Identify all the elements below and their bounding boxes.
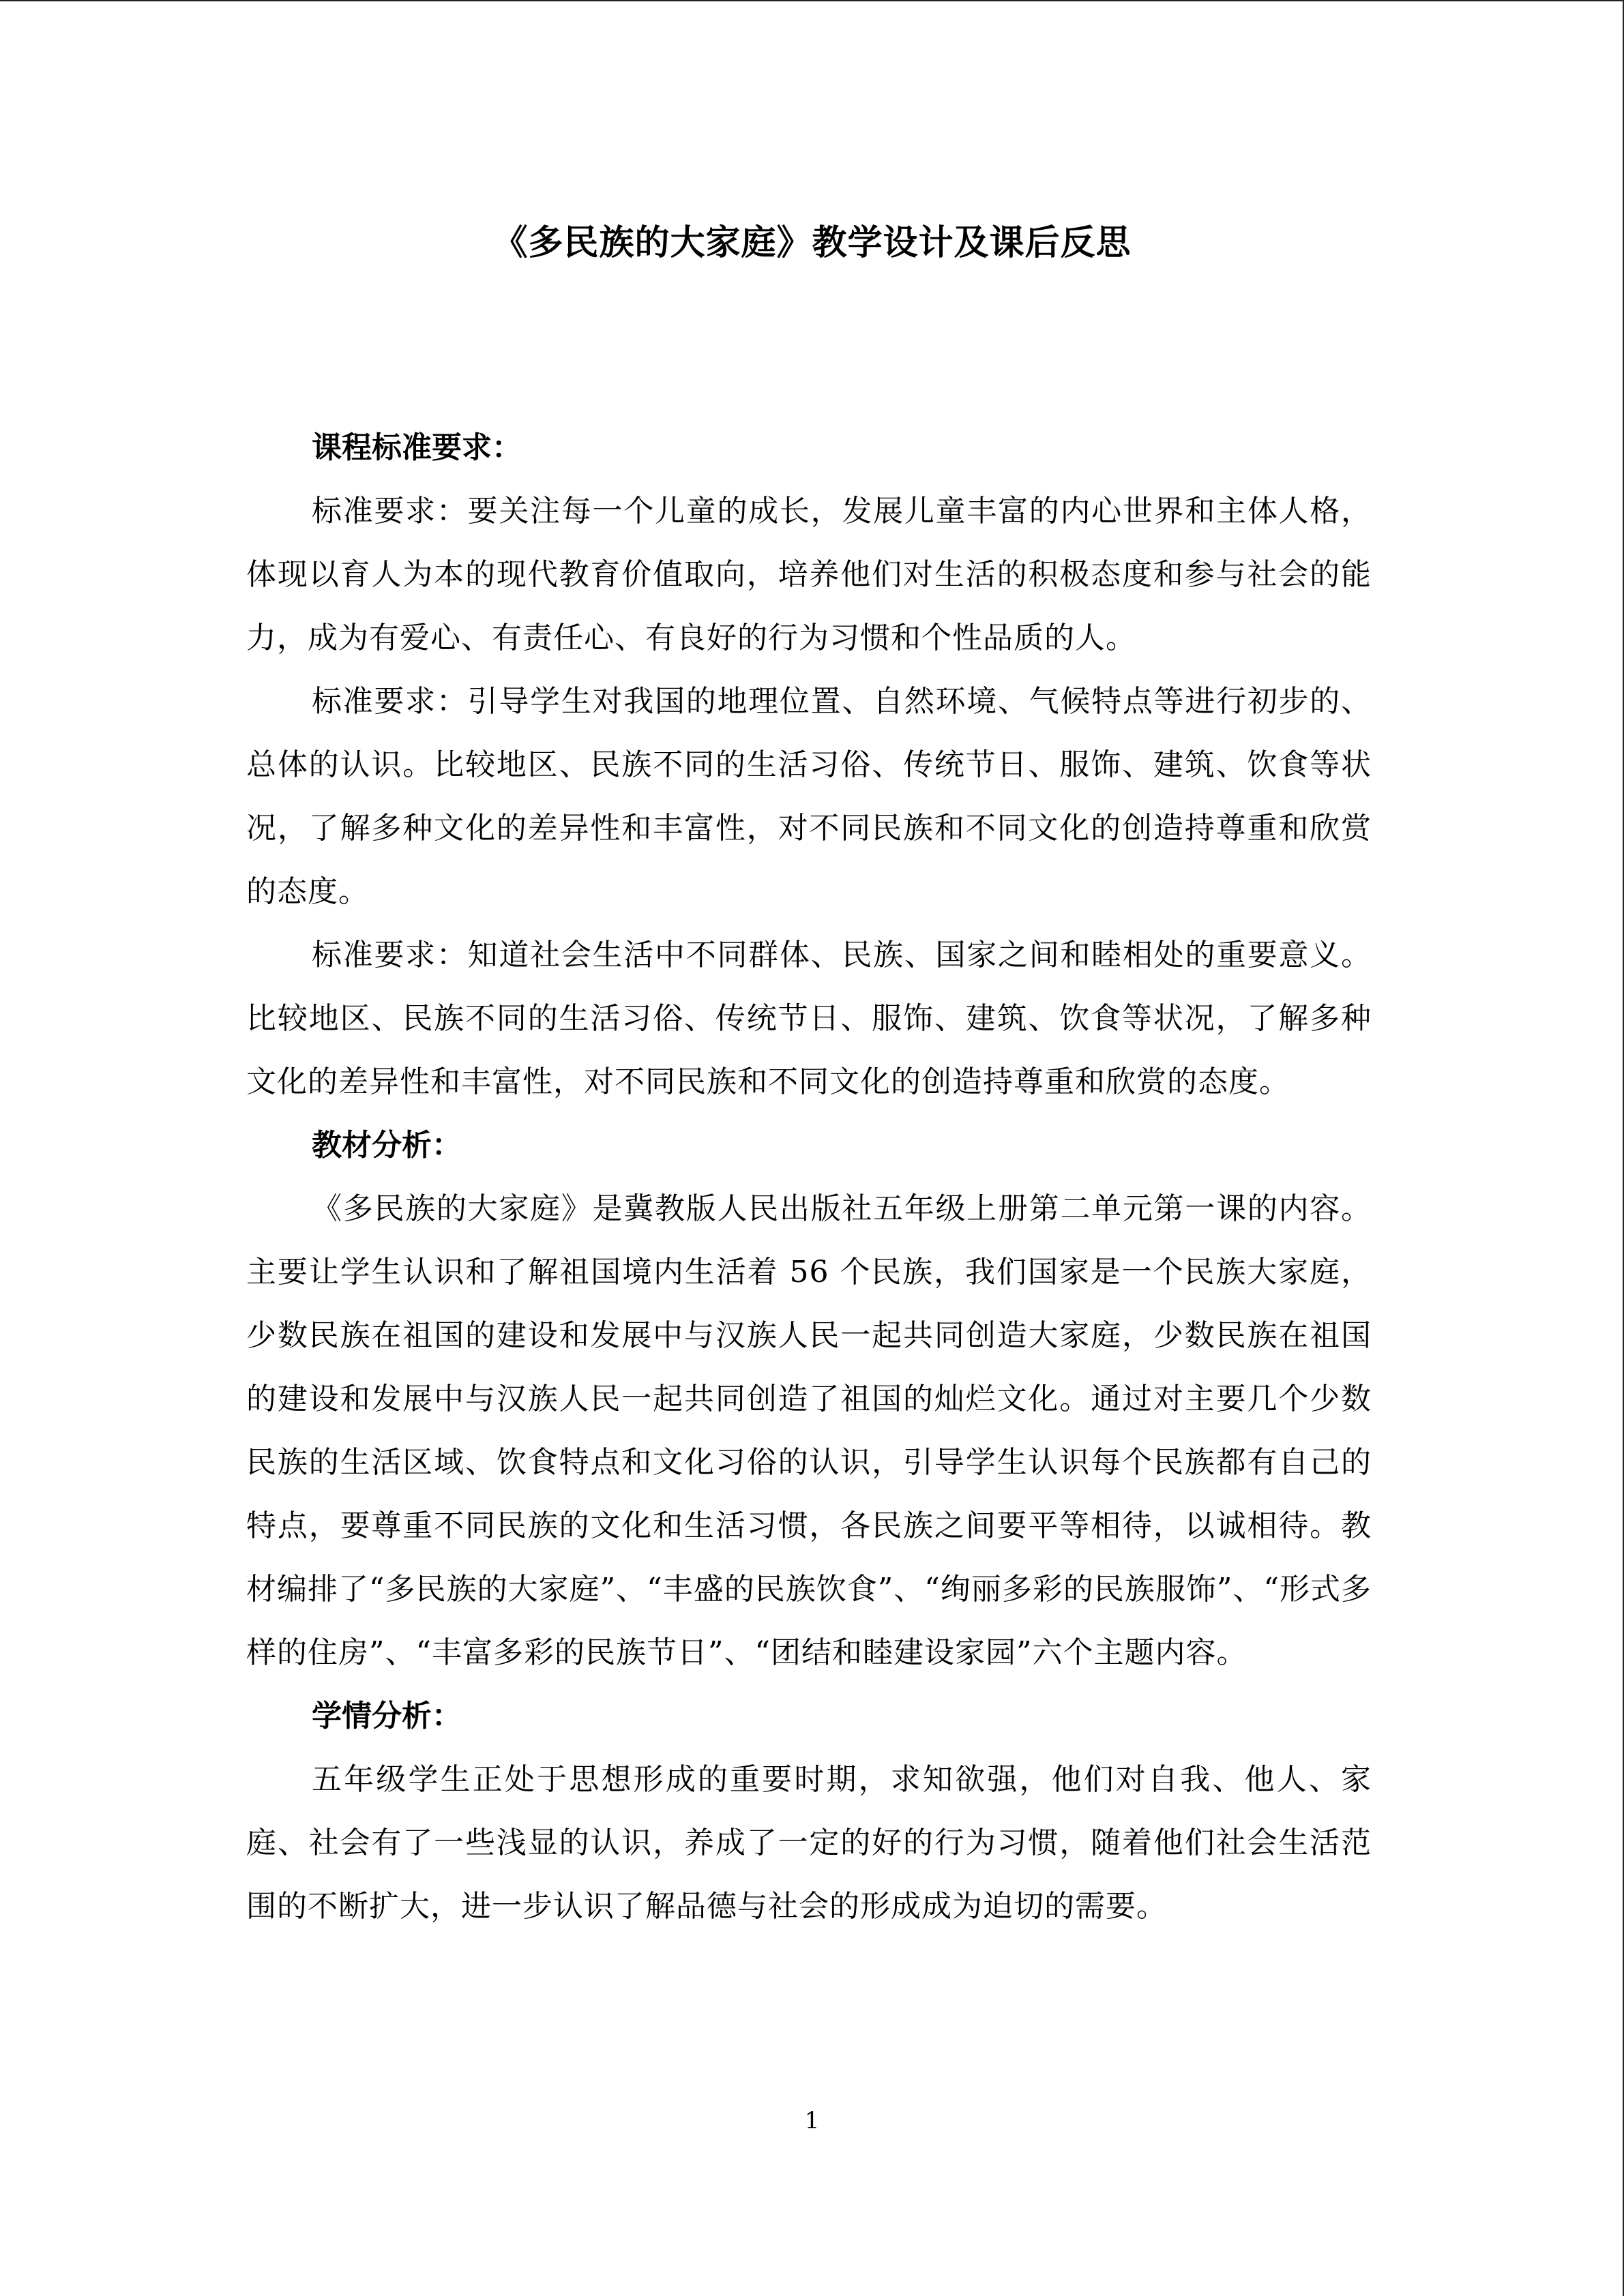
section-textbook-analysis bbox=[246, 1114, 1372, 1684]
section-student-analysis bbox=[246, 1684, 1372, 1938]
document-body bbox=[246, 416, 1372, 1938]
document-title: 《多民族的大家庭》教学设计及课后反思 bbox=[492, 222, 1132, 263]
section-heading: 学情分析： bbox=[312, 1699, 462, 1733]
page-number: 1 bbox=[804, 2107, 820, 2134]
paragraph: 《多民族的大家庭》是冀教版人民出版社五年级上册第二单元第一课的内容。主要让学生认识和了解祖国境内生活着 56 个民族，我们国家是一个民族大家庭，少数民族在祖国的建设和发展中与汉族人民一起共同创造大家庭，少数民族在祖国的建设和发展中与汉族人民一起共同创造了祖国的灿烂文化。通过对主要几个少数民族的生活区域、饮食特点和文化习俗的认识，引导学生认识每个民族都有自己的特点，要尊重不同民族的文化和生活习惯，各民族之间要平等相待，以诚相待。教材编排了“多民族的大家庭”、“丰盛的民族饮食”、“绚丽多彩的民族服饰”、“形式多样的住房”、“丰富多彩的民族节日”、“团结和睦建设家园”六个主题内容。 bbox=[246, 1191, 1372, 1670]
paragraph: 五年级学生正处于思想形成的重要时期，求知欲强，他们对自我、他人、家庭、社会有了一些浅显的认识，养成了一定的好的行为习惯，随着他们社会生活范围的不断扩大，进一步认识了解品德与社会的形成成为迫切的需要。 bbox=[246, 1762, 1372, 1924]
section-curriculum-standards bbox=[246, 416, 1372, 1114]
section-heading: 课程标准要求： bbox=[312, 430, 522, 465]
paragraph: 标准要求：要关注每一个儿童的成长，发展儿童丰富的内心世界和主体人格，体现以育人为本的现代教育价值取向，培养他们对生活的积极态度和参与社会的能力，成为有爱心、有责任心、有良好的行为习惯和个性品质的人。 bbox=[246, 494, 1372, 655]
section-heading: 教材分析： bbox=[312, 1128, 462, 1163]
paragraph: 标准要求：引导学生对我国的地理位置、自然环境、气候特点等进行初步的、总体的认识。比较地区、民族不同的生活习俗、传统节日、服饰、建筑、饮食等状况，了解多种文化的差异性和丰富性，对不同民族和不同文化的创造持尊重和欣赏的态度。 bbox=[246, 684, 1372, 909]
paragraph: 标准要求：知道社会生活中不同群体、民族、国家之间和睦相处的重要意义。比较地区、民族不同的生活习俗、传统节日、服饰、建筑、饮食等状况，了解多种文化的差异性和丰富性，对不同民族和不同文化的创造持尊重和欣赏的态度。 bbox=[246, 938, 1372, 1099]
